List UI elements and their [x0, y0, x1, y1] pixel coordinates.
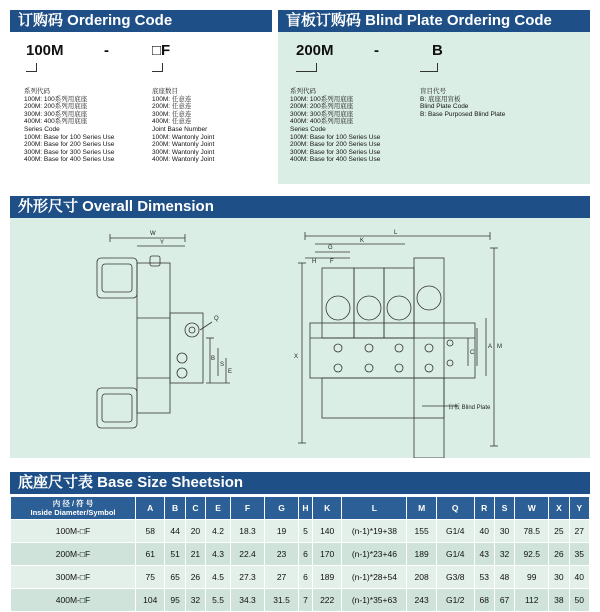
- table-cell: 170: [312, 543, 341, 566]
- table-cell: 58: [136, 520, 165, 543]
- col-a: A: [136, 497, 165, 520]
- dim-label-l: L: [394, 230, 398, 236]
- table-cell: 222: [312, 589, 341, 612]
- table-cell: 92.5: [515, 543, 549, 566]
- table-cell: 32: [185, 589, 205, 612]
- ordering-series-code: 100M: [26, 42, 64, 59]
- row-label: 300M-□F: [11, 566, 136, 589]
- ordering-line-left: [26, 71, 37, 72]
- table-cell: 78.5: [515, 520, 549, 543]
- table-cell: 112: [515, 589, 549, 612]
- table-cell: 30: [494, 520, 514, 543]
- table-cell: 40: [569, 566, 589, 589]
- ordering-dash: -: [104, 42, 109, 59]
- col-y: Y: [569, 497, 589, 520]
- table-cell: 40: [474, 520, 494, 543]
- blind-code-description: 盲目代号 B: 底座用盲板 Blind Plate Code B: Base Purposed Blind Plate: [420, 88, 506, 118]
- table-cell: G1/4: [436, 543, 474, 566]
- row-label: 400M-□F: [11, 589, 136, 612]
- blind-series-code: 200M: [296, 42, 334, 59]
- table-cell: 32: [494, 543, 514, 566]
- ordering-tick-left: [36, 63, 37, 71]
- col-x: X: [549, 497, 569, 520]
- col-g: G: [265, 497, 299, 520]
- table-cell: 30: [549, 566, 569, 589]
- col-h: H: [299, 497, 313, 520]
- table-cell: 27.3: [230, 566, 264, 589]
- table-cell: (n-1)*35+63: [342, 589, 407, 612]
- col-s: S: [494, 497, 514, 520]
- overall-dimension-title: 外形尺寸 Overall Dimension: [10, 196, 590, 218]
- table-cell: 26: [549, 543, 569, 566]
- dim-label-q: Q: [214, 316, 219, 322]
- ordering-joint-description: 底座数目 100M: 任意连 200M: 任意连 300M: 任意连 400M: 任意连 Joint Base Number 100M: Wantonly Joint 200M: Wantonly Joint 300M: Wantonly Joint 400M: Wantonly Joint: [152, 88, 215, 164]
- blind-tick-right: [437, 63, 438, 71]
- table-cell: 75: [136, 566, 165, 589]
- table-cell: (n-1)*28+54: [342, 566, 407, 589]
- table-cell: 189: [312, 566, 341, 589]
- blind-series-description: 系列代码 100M: 100系列用底座 200M: 200系列用底座 300M: 300系列用底座 400M: 400系列用底座 Series Code 100M: Base for 100 Series Use 200M: Base for 200 Series Use 300M: Base for 300 Series Use 400M: Base for 400 Series Use: [290, 88, 381, 164]
- table-cell: 95: [165, 589, 185, 612]
- col-e: E: [206, 497, 231, 520]
- ordering-line-right: [152, 71, 163, 72]
- dim-label-f: F: [330, 259, 334, 265]
- table-cell: (n-1)*23+46: [342, 543, 407, 566]
- dim-label-x: X: [294, 354, 299, 360]
- table-cell: 44: [165, 520, 185, 543]
- table-cell: 43: [474, 543, 494, 566]
- table-cell: 61: [136, 543, 165, 566]
- dim-label-b: B: [211, 356, 216, 362]
- ordering-joint-code: □F: [152, 42, 171, 59]
- table-cell: 4.5: [206, 566, 231, 589]
- table-cell: 19: [265, 520, 299, 543]
- blind-plate-title: 盲板订购码 Blind Plate Ordering Code: [278, 10, 590, 32]
- dim-label-y: Y: [160, 240, 165, 246]
- table-cell: 104: [136, 589, 165, 612]
- header-symbol: 内 径 / 符 号 Inside Diameter/Symbol: [11, 497, 136, 520]
- col-f: F: [230, 497, 264, 520]
- front-view: [298, 232, 498, 458]
- col-m: M: [407, 497, 436, 520]
- dimension-drawing: [10, 218, 590, 458]
- table-cell: 27: [569, 520, 589, 543]
- ordering-code-title: 订购码 Ordering Code: [10, 10, 272, 32]
- side-view: [97, 234, 233, 428]
- blind-line-left: [296, 71, 317, 72]
- col-b: B: [165, 497, 185, 520]
- table-cell: G1/2: [436, 589, 474, 612]
- table-cell: 5.5: [206, 589, 231, 612]
- dim-label-g: G: [328, 245, 333, 251]
- blind-tick-left: [316, 63, 317, 71]
- table-cell: 53: [474, 566, 494, 589]
- table-cell: 155: [407, 520, 436, 543]
- table-cell: 48: [494, 566, 514, 589]
- dim-label-h: H: [312, 259, 317, 265]
- table-row: [11, 566, 590, 589]
- table-cell: 38: [549, 589, 569, 612]
- dim-label-s: S: [220, 362, 225, 368]
- blind-plate-label: 盲板 Blind Plate: [448, 405, 491, 411]
- table-cell: 50: [569, 589, 589, 612]
- blind-line-right: [420, 71, 438, 72]
- table-cell: 25: [549, 520, 569, 543]
- col-r: R: [474, 497, 494, 520]
- table-cell: 7: [299, 589, 313, 612]
- table-cell: 31.5: [265, 589, 299, 612]
- table-header-row: [11, 497, 590, 520]
- dim-label-c: C: [470, 350, 475, 356]
- table-cell: 4.2: [206, 520, 231, 543]
- dim-label-m: M: [497, 344, 502, 350]
- table-cell: 22.4: [230, 543, 264, 566]
- table-cell: 140: [312, 520, 341, 543]
- table-cell: 18.3: [230, 520, 264, 543]
- row-label: 200M-□F: [11, 543, 136, 566]
- dim-label-a: A: [488, 344, 493, 350]
- dim-label-w: W: [150, 231, 156, 237]
- size-table: [10, 496, 590, 612]
- table-cell: 35: [569, 543, 589, 566]
- col-l: L: [342, 497, 407, 520]
- table-cell: 189: [407, 543, 436, 566]
- size-table-body: [11, 520, 590, 612]
- col-k: K: [312, 497, 341, 520]
- row-label: 100M-□F: [11, 520, 136, 543]
- dim-label-e: E: [228, 369, 233, 375]
- table-cell: 5: [299, 520, 313, 543]
- table-cell: 67: [494, 589, 514, 612]
- size-sheet-title: 底座尺寸表 Base Size Sheetsion: [10, 472, 590, 494]
- col-q: Q: [436, 497, 474, 520]
- table-cell: 34.3: [230, 589, 264, 612]
- table-cell: 4.3: [206, 543, 231, 566]
- table-cell: 21: [185, 543, 205, 566]
- table-cell: 23: [265, 543, 299, 566]
- table-row: [11, 543, 590, 566]
- table-cell: 208: [407, 566, 436, 589]
- blind-plate-code: B: [432, 42, 443, 59]
- blind-dash: -: [374, 42, 379, 59]
- table-cell: 243: [407, 589, 436, 612]
- table-cell: (n-1)*19+38: [342, 520, 407, 543]
- table-cell: 6: [299, 566, 313, 589]
- table-cell: 6: [299, 543, 313, 566]
- dim-label-k: K: [360, 238, 365, 244]
- table-row: [11, 520, 590, 543]
- table-cell: 65: [165, 566, 185, 589]
- table-cell: 20: [185, 520, 205, 543]
- ordering-series-description: 系列代码 100M: 100系列用底座 200M: 200系列用底座 300M: 300系列用底座 400M: 400系列用底座 Series Code 100M: Base for 100 Series Use 200M: Base for 200 Series Use 300M: Base for 300 Series Use 400M: Base for 400 Series Use: [24, 88, 115, 164]
- ordering-tick-right: [162, 63, 163, 71]
- table-cell: 51: [165, 543, 185, 566]
- table-cell: G3/8: [436, 566, 474, 589]
- table-cell: 26: [185, 566, 205, 589]
- table-cell: 68: [474, 589, 494, 612]
- table-cell: G1/4: [436, 520, 474, 543]
- table-cell: 99: [515, 566, 549, 589]
- col-w: W: [515, 497, 549, 520]
- col-c: C: [185, 497, 205, 520]
- table-row: [11, 589, 590, 612]
- table-cell: 27: [265, 566, 299, 589]
